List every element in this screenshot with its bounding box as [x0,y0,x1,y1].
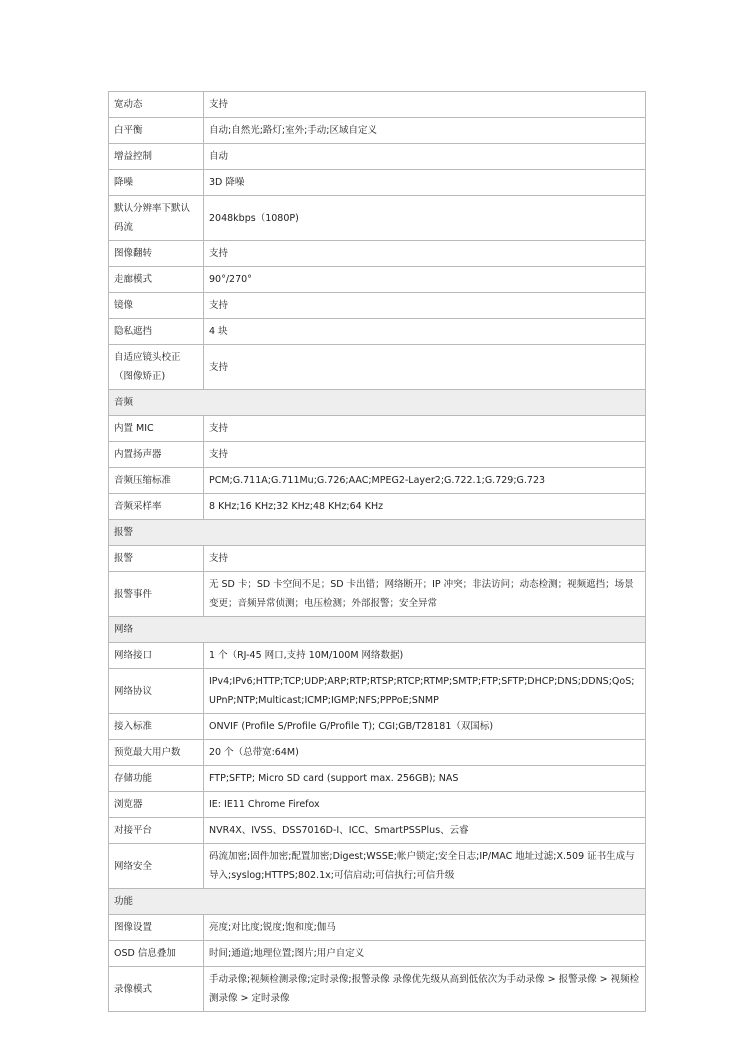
spec-key: 存储功能 [109,766,204,792]
spec-value: 手动录像;视频检测录像;定时录像;报警录像 录像优先级从高到低依次为手动录像 > 报警录像 > 视频检测录像 > 定时录像 [204,967,646,1012]
spec-key: 走廊模式 [109,267,204,293]
spec-key: 网络接口 [109,643,204,669]
spec-row [109,196,646,241]
spec-key: 网络协议 [109,669,204,714]
spec-key: 增益控制 [109,144,204,170]
spec-value: 支持 [204,345,646,390]
spec-value: 支持 [204,293,646,319]
spec-value: 时间;通道;地理位置;图片;用户自定义 [204,941,646,967]
spec-value: 支持 [204,546,646,572]
spec-row [109,714,646,740]
spec-value: PCM;G.711A;G.711Mu;G.726;AAC;MPEG2-Layer2;G.722.1;G.729;G.723 [204,468,646,494]
spec-key: 宽动态 [109,92,204,118]
spec-value: FTP;SFTP; Micro SD card (support max. 256GB); NAS [204,766,646,792]
spec-value: IPv4;IPv6;HTTP;TCP;UDP;ARP;RTP;RTSP;RTCP;RTMP;SMTP;FTP;SFTP;DHCP;DNS;DDNS;QoS;UPnP;NTP;Multicast;ICMP;IGMP;NFS;PPPoE;SNMP [204,669,646,714]
spec-key: 自适应镜头校正（图像矫正) [109,345,204,390]
spec-row [109,293,646,319]
spec-key: 接入标准 [109,714,204,740]
section-row [109,520,646,546]
spec-key: 预览最大用户数 [109,740,204,766]
spec-row [109,118,646,144]
spec-key: 降噪 [109,170,204,196]
spec-value: IE: IE11 Chrome Firefox [204,792,646,818]
spec-row [109,572,646,617]
section-title: 网络 [109,617,646,643]
section-title: 报警 [109,520,646,546]
spec-row [109,792,646,818]
spec-key: 对接平台 [109,818,204,844]
spec-row [109,766,646,792]
spec-key: 隐私遮挡 [109,319,204,345]
section-row [109,390,646,416]
spec-row [109,416,646,442]
spec-row [109,170,646,196]
spec-value: 支持 [204,92,646,118]
spec-table [108,91,646,1012]
spec-value: 1 个（RJ-45 网口,支持 10M/100M 网络数据) [204,643,646,669]
section-title: 功能 [109,889,646,915]
spec-row [109,546,646,572]
spec-value: 亮度;对比度;锐度;饱和度;伽马 [204,915,646,941]
spec-key: 录像模式 [109,967,204,1012]
spec-key: 音频压缩标准 [109,468,204,494]
spec-row [109,967,646,1012]
spec-value: 支持 [204,442,646,468]
spec-row [109,442,646,468]
spec-row [109,345,646,390]
spec-value: 8 KHz;16 KHz;32 KHz;48 KHz;64 KHz [204,494,646,520]
spec-value: ONVIF (Profile S/Profile G/Profile T); CGI;GB/T28181（双国标) [204,714,646,740]
section-title: 音频 [109,390,646,416]
spec-row [109,915,646,941]
spec-row [109,941,646,967]
spec-value: 码流加密;固件加密;配置加密;Digest;WSSE;帐户锁定;安全日志;IP/MAC 地址过滤;X.509 证书生成与导入;syslog;HTTPS;802.1x;可信启动;可信执行;可信升级 [204,844,646,889]
spec-row [109,241,646,267]
spec-key: 浏览器 [109,792,204,818]
spec-value: NVR4X、IVSS、DSS7016D-I、ICC、SmartPSSPlus、云睿 [204,818,646,844]
spec-row [109,740,646,766]
spec-key: 内置 MIC [109,416,204,442]
section-row [109,889,646,915]
spec-row [109,844,646,889]
spec-value: 3D 降噪 [204,170,646,196]
spec-row [109,267,646,293]
spec-row [109,144,646,170]
section-row [109,617,646,643]
spec-value: 4 块 [204,319,646,345]
spec-key: 图像设置 [109,915,204,941]
spec-row [109,468,646,494]
spec-value: 无 SD 卡；SD 卡空间不足；SD 卡出错；网络断开；IP 冲突；非法访问；动态检测；视频遮挡；场景变更；音频异常侦测；电压检测；外部报警；安全异常 [204,572,646,617]
spec-value: 2048kbps（1080P) [204,196,646,241]
spec-key: 默认分辨率下默认码流 [109,196,204,241]
spec-row [109,669,646,714]
spec-row [109,643,646,669]
spec-value: 90°/270° [204,267,646,293]
spec-value: 支持 [204,241,646,267]
spec-row [109,494,646,520]
spec-key: 网络安全 [109,844,204,889]
spec-key: 图像翻转 [109,241,204,267]
spec-key: 镜像 [109,293,204,319]
spec-key: OSD 信息叠加 [109,941,204,967]
spec-value: 20 个（总带宽:64M) [204,740,646,766]
spec-value: 自动 [204,144,646,170]
spec-value: 支持 [204,416,646,442]
spec-key: 报警事件 [109,572,204,617]
spec-row [109,818,646,844]
spec-key: 音频采样率 [109,494,204,520]
spec-key: 报警 [109,546,204,572]
spec-table-body [109,92,646,1012]
spec-row [109,319,646,345]
spec-key: 白平衡 [109,118,204,144]
spec-value: 自动;自然光;路灯;室外;手动;区域自定义 [204,118,646,144]
spec-row [109,92,646,118]
spec-key: 内置扬声器 [109,442,204,468]
